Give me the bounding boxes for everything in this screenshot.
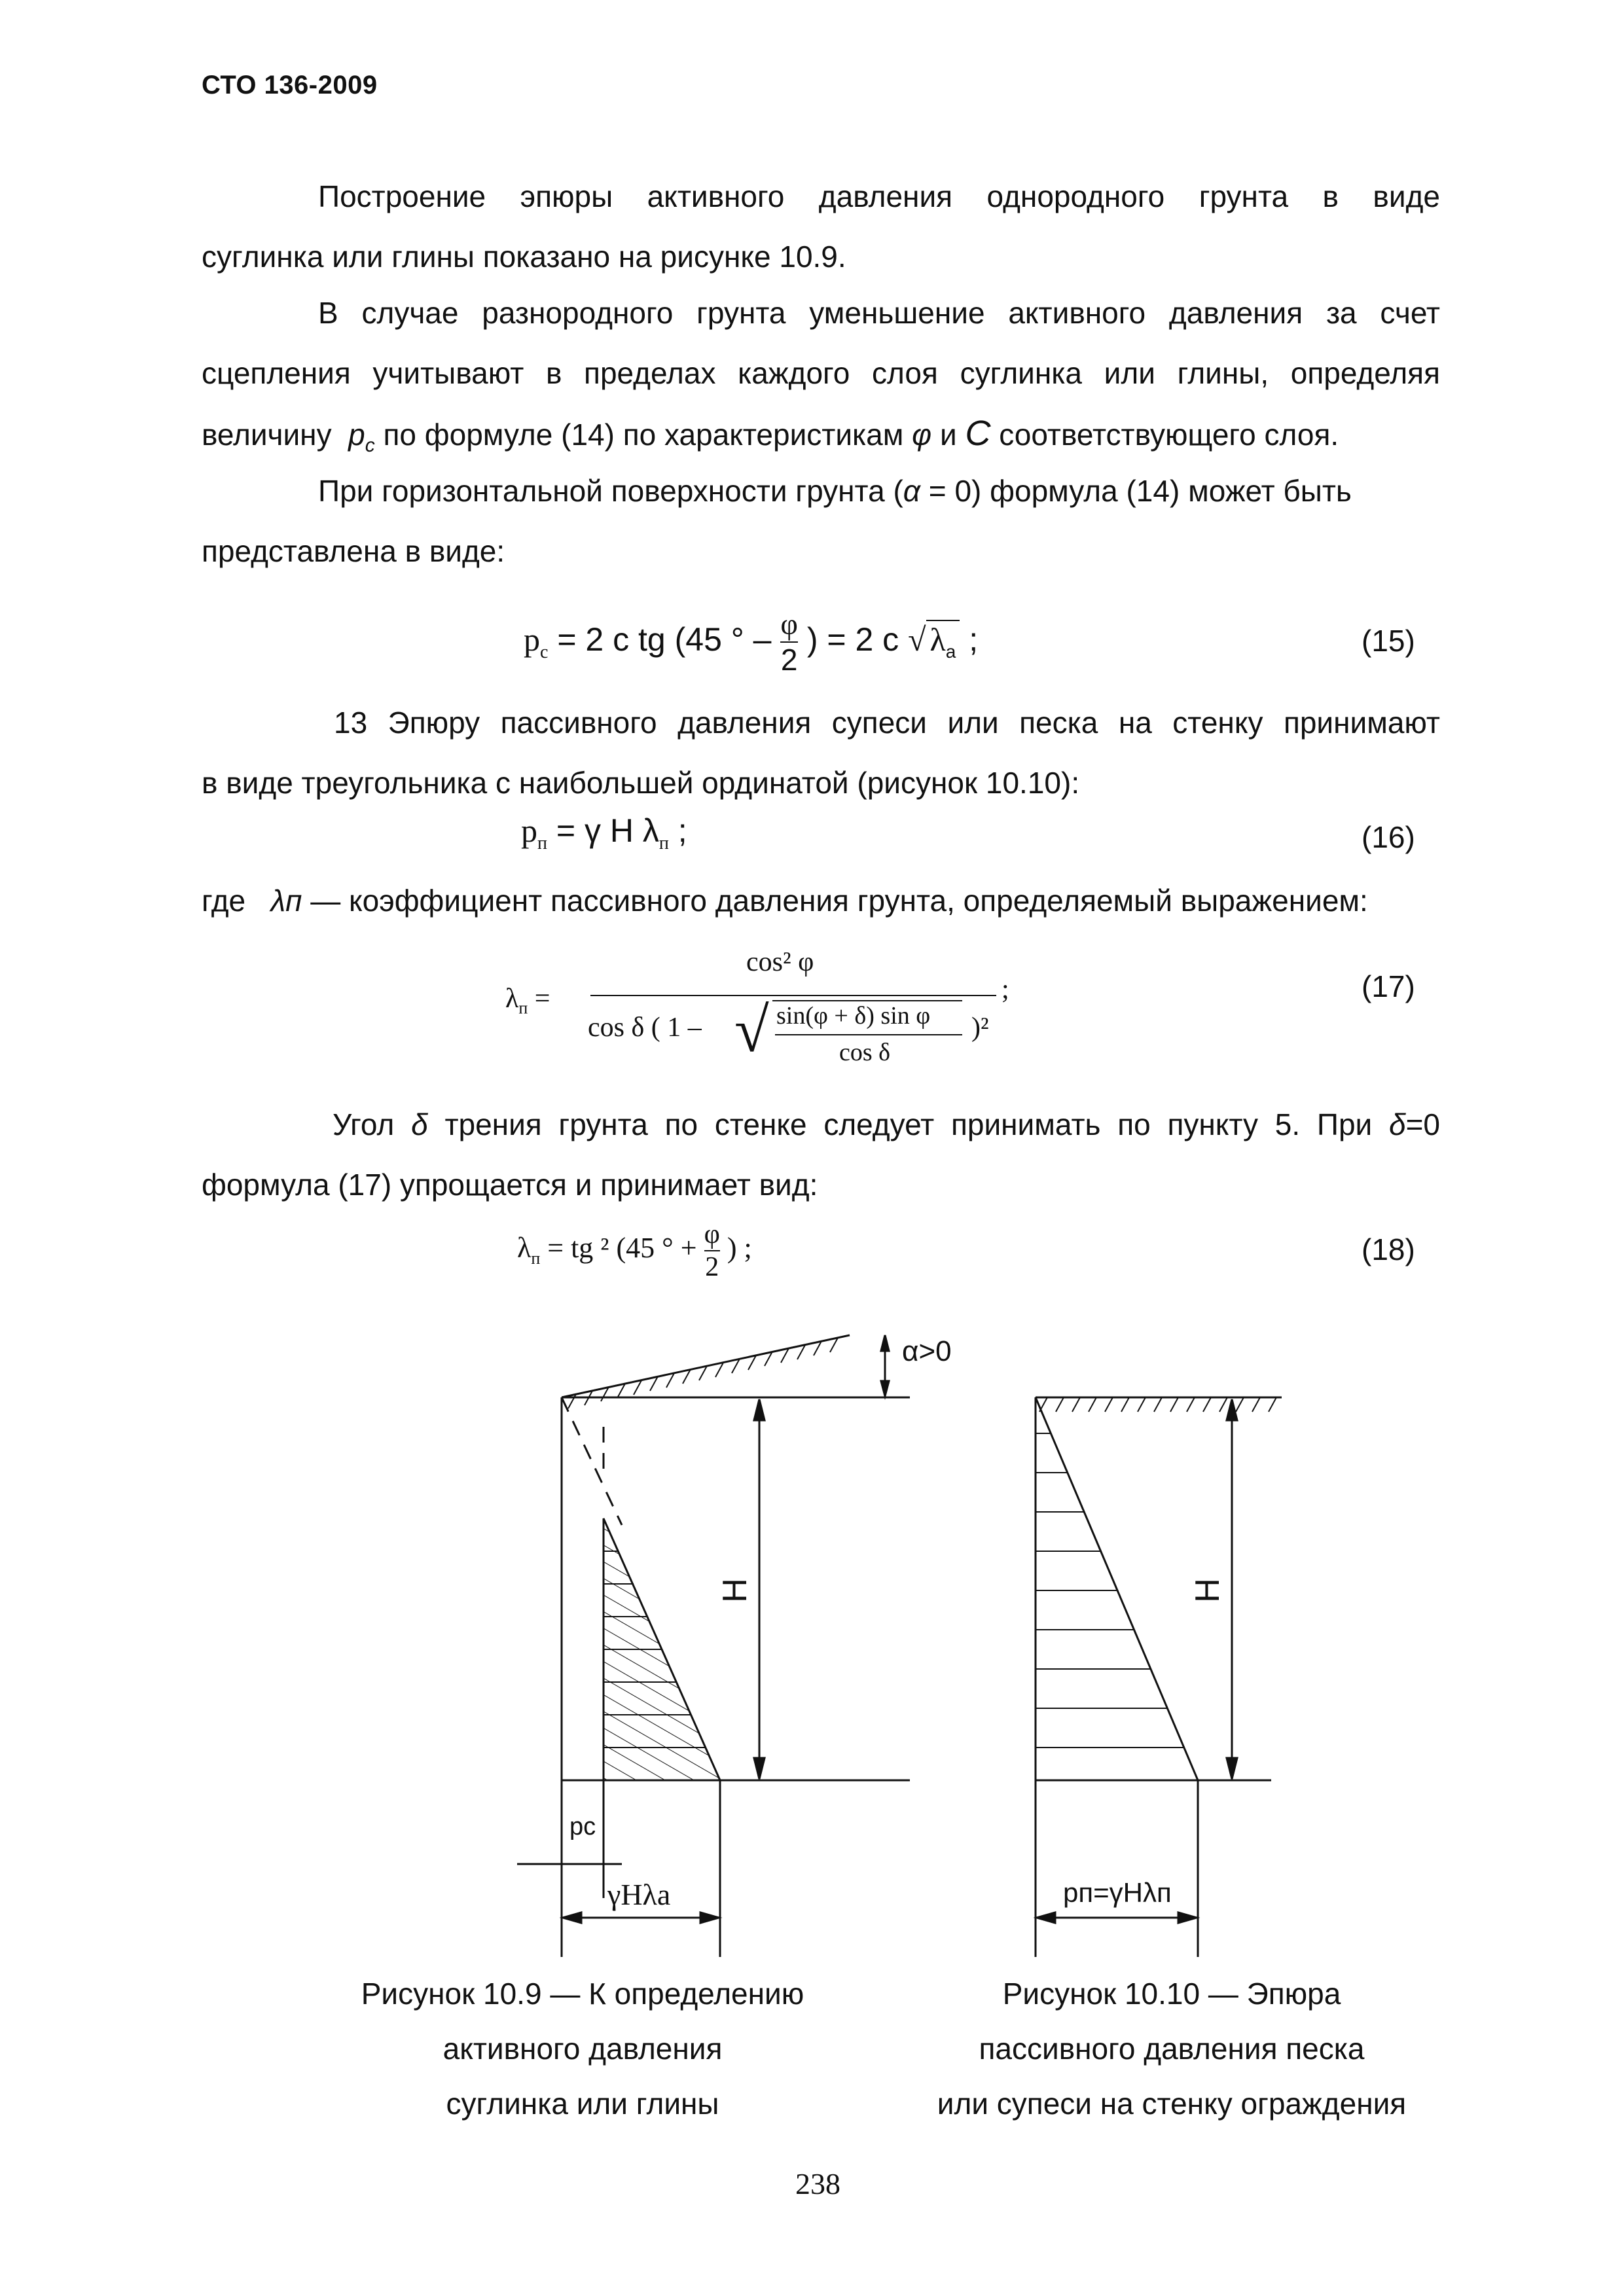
f15-lhs: p — [524, 621, 540, 658]
f15-frac-num: φ — [780, 607, 798, 641]
text-fragment: — коэффициент пассивного давления грунта, определяемый выражением: — [302, 884, 1368, 918]
text-fragment: При горизонтальной поверхности грунта ( — [318, 474, 903, 508]
f18-lhs: λ — [517, 1232, 532, 1265]
label-H-left: H — [715, 1578, 754, 1603]
symbol-delta: δ — [411, 1107, 428, 1141]
paragraph-1-line-1: Построение эпюры активного давления однородного грунта в виде — [318, 179, 1440, 213]
label-H-right: H — [1188, 1578, 1227, 1603]
caption-line: Рисунок 10.9 — К определению — [361, 1977, 804, 2011]
paragraph-1-line-2: суглинка или глины показано на рисунке 10.9. — [202, 240, 846, 274]
caption-figure-10-10 — [903, 1966, 1440, 2131]
caption-line: Рисунок 10.10 — Эпюра — [1002, 1977, 1341, 2011]
caption-line: пассивного давления песка — [979, 2032, 1365, 2066]
equation-number-17: (17) — [1362, 969, 1415, 1003]
text-fragment: и — [939, 418, 957, 452]
paragraph-6-line-2: формула (17) упрощается и принимает вид: — [202, 1168, 818, 1202]
arrow-head — [1178, 1912, 1197, 1923]
arrow-head — [754, 1758, 765, 1779]
text-fragment: где — [202, 884, 246, 918]
equation-number-16: (16) — [1362, 820, 1415, 854]
symbol-c: C — [965, 414, 991, 453]
caption-line: или супеси на стенку ограждения — [937, 2087, 1407, 2121]
f15-mid2: ) = 2 c — [806, 621, 899, 658]
f17-lhs-sym: λ — [505, 984, 519, 1014]
equation-number-18: (18) — [1362, 1232, 1415, 1266]
f17-den-b: )² — [971, 1013, 989, 1043]
text-fragment: Угол — [333, 1107, 395, 1141]
f18-lhs-sub: п — [531, 1248, 541, 1268]
f16-tail: ; — [677, 812, 687, 849]
f16-lhs-sub: п — [537, 833, 547, 853]
figure-10-9 — [517, 1335, 910, 1957]
document-code: СТО 136-2009 — [202, 71, 378, 99]
f17-radical: √ — [734, 995, 769, 1065]
symbol-p: p — [348, 418, 365, 452]
f18-rhs: = tg ² (45 ° + — [547, 1232, 697, 1265]
paragraph-4-line-2: в виде треугольника с наибольшей ординатой (рисунок 10.10): — [202, 766, 1080, 800]
f15-sqrt-sub: a — [945, 641, 956, 662]
symbol-phi: φ — [912, 418, 932, 452]
label-pc: pc — [569, 1813, 596, 1840]
arrow-head — [881, 1335, 889, 1351]
f18-frac-den: 2 — [704, 1250, 720, 1283]
text-fragment: = 0) формула (14) может быть — [920, 474, 1352, 508]
figure-10-10 — [1036, 1397, 1282, 1957]
f16-lhs: p — [521, 812, 537, 849]
dashed-extension-line — [562, 1397, 622, 1525]
page-number: 238 — [795, 2167, 840, 2200]
f17-tail: ; — [1001, 975, 1009, 1005]
arrow-head — [881, 1381, 889, 1396]
paragraph-4-line-1: 13 Эпюру пассивного давления супеси или песка на стенку принимают — [334, 706, 1440, 740]
symbol-alpha: α — [903, 474, 921, 508]
f15-tail: ; — [969, 621, 979, 658]
paragraph-2-line-2: сцепления учитывают в пределах каждого слоя суглинка или глины, определяя — [202, 356, 1440, 390]
caption-line: активного давления — [442, 2032, 723, 2066]
f17-den-a: cos δ ( 1 – — [588, 1013, 702, 1043]
symbol-sub-c: c — [365, 435, 375, 457]
f17-lhs-sub: п — [518, 998, 528, 1018]
f15-frac-den: 2 — [780, 643, 798, 677]
ground-hatching — [1039, 1397, 1276, 1412]
pressure-hatch-lines — [1036, 1433, 1184, 1748]
f18-frac-num: φ — [704, 1219, 720, 1249]
paragraph-2-line-1: В случае разнородного грунта уменьшение активного давления за счет — [318, 296, 1440, 330]
caption-figure-10-9 — [288, 1966, 877, 2131]
f18-tail: ) ; — [727, 1232, 752, 1265]
symbol-delta-2: δ — [1389, 1107, 1406, 1141]
arrow-head — [700, 1912, 719, 1923]
f15-lhs-sub: c — [540, 642, 549, 663]
arrow-head — [1227, 1758, 1237, 1779]
text-fragment: =0 — [1405, 1107, 1441, 1141]
f16-rhs-sub: п — [659, 833, 669, 853]
symbol-lambda-p: λп — [270, 884, 302, 918]
paragraph-3-line-2: представлена в виде: — [202, 534, 505, 568]
f17-root-num: sin(φ + δ) sin φ — [776, 1002, 931, 1030]
caption-line: суглинка или глины — [446, 2087, 719, 2121]
f17-root-den: cos δ — [839, 1039, 891, 1066]
f15-sqrt: √ $\lambda_a$ — [908, 620, 960, 658]
f15-sqrt-arg: λ — [929, 621, 946, 658]
text-fragment: по формуле (14) по характеристикам — [383, 418, 904, 452]
label-alpha: α>0 — [902, 1335, 952, 1367]
text-fragment: трения грунта по стенке следует принимать по пункту 5. При — [444, 1107, 1373, 1141]
arrow-head — [1227, 1399, 1237, 1420]
arrow-head — [1037, 1912, 1055, 1923]
f16-rhs: = γ H λ — [556, 812, 659, 849]
ground-surface-sloped — [562, 1335, 850, 1397]
f15-mid: = 2 c tg (45 ° – — [557, 621, 772, 658]
label-pp-gamma-h-lambda: pп=γHλп — [1063, 1877, 1172, 1908]
equation-number-15: (15) — [1362, 624, 1415, 658]
arrow-head — [754, 1399, 765, 1420]
arrow-head — [563, 1912, 581, 1923]
label-gamma-h-lambda-a: γHλa — [607, 1878, 671, 1911]
text-fragment: величину — [202, 418, 332, 452]
f17-numerator: cos² φ — [746, 947, 814, 977]
f17-eq: = — [534, 984, 550, 1014]
text-fragment: соответствующего слоя. — [999, 418, 1339, 452]
passive-pressure-diagram — [1036, 1397, 1198, 1780]
